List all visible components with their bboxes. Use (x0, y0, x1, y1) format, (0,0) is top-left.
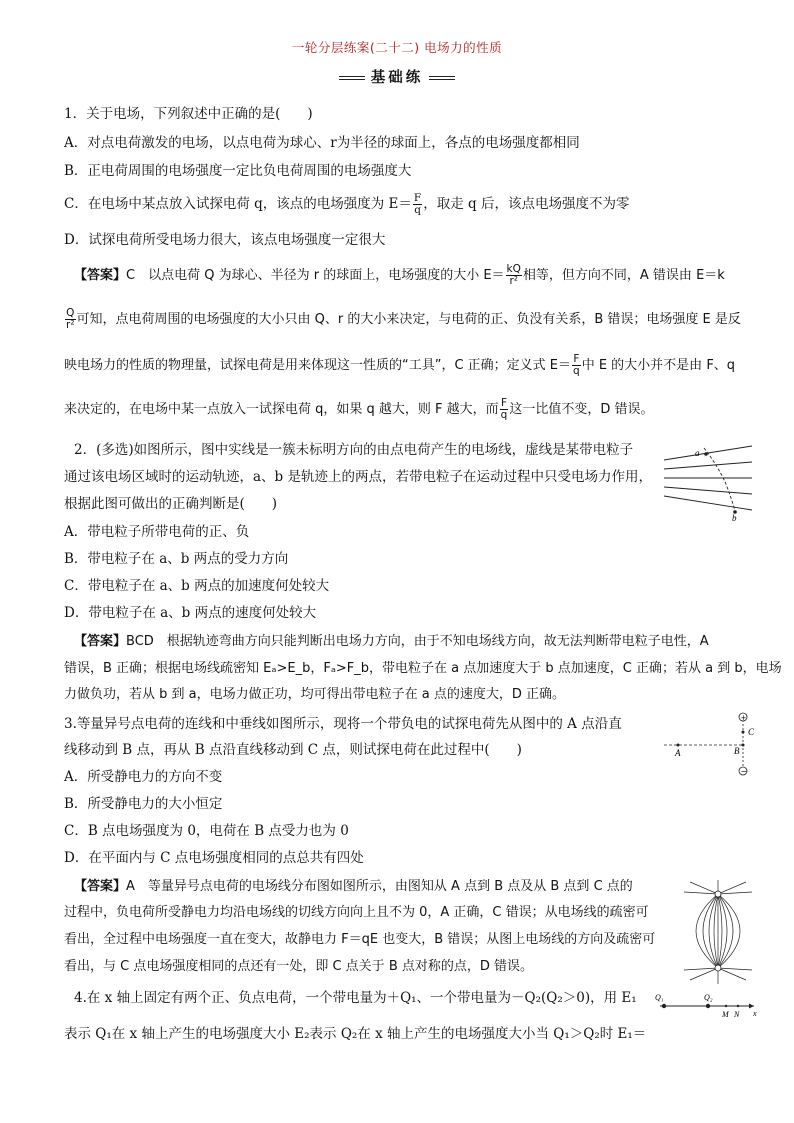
x-axis-arrow (749, 1004, 754, 1009)
heading-rule-left (339, 76, 365, 80)
q1-ans1-pre: C 以点电荷 Q 为球心、半径为 r 的球面上，电场强度的大小 E＝ (126, 268, 505, 283)
field-line-2 (664, 462, 752, 469)
q2-answer-line2: 错误，B 正确；根据电场线疏密知 Eₐ>E_b，Fₐ>F_b，带电粒子在 a 点加速度大于 b 点加速度，C 正确；若从 a 到 b，电场 (64, 661, 782, 676)
label-B: B (734, 746, 740, 756)
heading-rule-right (429, 76, 455, 80)
q1-answer-tag: 【答案】 (74, 268, 127, 283)
label-Q1: Q₁ (655, 993, 664, 1002)
q2-stem-line3: 根据此图可做出的正确判断是( ) (64, 496, 278, 512)
label-N: N (734, 1010, 740, 1019)
dipole-positive (715, 891, 721, 897)
q1-option-a: A．对点电荷激发的电场，以点电荷为球心、r为半径的球面上，各点的电场强度都相同 (64, 135, 580, 151)
q1-ans1-num: kQ (506, 263, 521, 275)
q1-answer-line3 (64, 354, 735, 377)
q1-ans1-post: 相等，但方向不同，A 错误由 E＝k (522, 268, 725, 283)
q1-c-num: F (413, 192, 422, 204)
q3-answer-tag: 【答案】 (74, 879, 127, 894)
q1-stem: 1．关于电场，下列叙述中正确的是( ) (64, 106, 313, 122)
charge-Q2 (706, 1004, 710, 1008)
q1-ans4-den: q (500, 409, 508, 421)
q3-option-a: A．所受静电力的方向不变 (64, 769, 223, 785)
q1-option-d: D．试探电荷所受电场力很大，该点电场强度一定很大 (64, 232, 386, 248)
point-N (737, 1005, 739, 1007)
q1-c-fraction (413, 193, 422, 216)
field-line-5 (664, 496, 752, 510)
q3-stem-line1: 3.等量异号点电荷的连线和中垂线如图所示，现将一个带负电的试探电荷先从图中的 A 点沿直 (64, 716, 622, 732)
q1-ans1-fraction (506, 264, 522, 287)
q2-option-c: C．带电粒子在 a、b 两点的加速度何处较大 (64, 578, 330, 594)
section-title: 基础练 (370, 70, 424, 86)
q1-ans4-num: F (500, 397, 508, 409)
q3-answer-line4: 看出，与 C 点电场强度相同的点还有一处，即 C 点关于 B 点对称的点，D 错误。 (64, 959, 534, 974)
label-C: C (748, 727, 755, 737)
q1-ans4-fraction (500, 398, 509, 421)
q4-stem-line1: 4.在 x 轴上固定有两个正、负点电荷，一个带电量为＋Q₁、一个带电量为－Q₂(Q₂＞0)，用 E₁ (74, 990, 637, 1006)
q1-ans4-pre: 来决定的，在电场中某一点放入一试探电荷 q，如果 q 越大，则 F 越大，而 (64, 402, 499, 417)
point-M (725, 1005, 727, 1007)
point-a (704, 452, 708, 456)
q3-option-c: C．B 点电场强度为 0，电荷在 B 点受力也为 0 (64, 823, 349, 839)
q1-ans3-pre: 映电场力的性质的物理量，试探电荷是用来体现这一性质的“工具”，C 正确；定义式 E＝ (64, 358, 572, 373)
q1-ans3-fraction (572, 354, 581, 377)
q3-charges-figure (664, 712, 764, 778)
q1-c-den: q (414, 204, 421, 216)
q1-answer-line4 (64, 398, 653, 421)
q1-c-pre: C．在电场中某点放入试探电荷 q，该点的电场强度为 E＝ (64, 196, 412, 212)
q1-ans2-post: 可知，点电荷周围的电场强度的大小只由 Q、r 的大小来决定，与电荷的正、负没有关系，B 错误；电场强度 E 是反 (76, 312, 741, 327)
q2-ans1: BCD 根据轨迹弯曲方向只能判断出电场力方向，由于不知电场线方向，故无法判断带电粒子电性，A (126, 634, 709, 649)
q1-ans1-den: r² (509, 275, 518, 287)
q4-stem-line2: 表示 Q₁在 x 轴上产生的电场强度大小 E₂表示 Q₂在 x 轴上产生的电场强度大小当 Q₁＞Q₂时 E₁＝ (64, 1026, 647, 1042)
q1-answer-line2 (64, 308, 741, 331)
label-b: b (732, 513, 737, 522)
field-line-4 (664, 487, 752, 494)
q2-stem-line2: 通过该电场区域时的运动轨迹，a、b 是轨迹上的两点，若带电粒子在运动过程中只受电场力作用， (64, 469, 652, 485)
q2-field-figure (656, 440, 756, 522)
q1-ans3-post: 中 E 的大小并不是由 F、q (581, 358, 736, 373)
label-a: a (695, 448, 700, 458)
point-B (742, 744, 745, 747)
q1-c-post: ，取走 q 后，该点电场强度不为零 (423, 196, 630, 212)
dipole-negative (715, 965, 721, 971)
q4-axis-figure (652, 990, 762, 1020)
q3-dipole-field-figure (676, 880, 760, 984)
q1-ans3-num: F (573, 353, 580, 365)
q1-answer-line1 (74, 264, 725, 287)
q3-answer-line2: 过程中，负电荷所受静电力均沿电场线的切线方向向上且不为 0，A 正确，C 错误；从电场线的疏密可 (64, 905, 649, 920)
point-A (677, 744, 680, 747)
q3-ans1: A 等量异号点电荷的电场线分布图如图所示，由图知从 A 点到 B 点及从 B 点到 C 点的 (126, 879, 633, 894)
label-x: x (753, 1009, 757, 1018)
q1-ans2-fraction (65, 308, 76, 331)
q3-option-b: B．所受静电力的大小恒定 (64, 796, 223, 812)
q3-option-d: D．在平面内与 C 点电场强度相同的点总共有四处 (64, 850, 364, 866)
label-A: A (675, 748, 681, 758)
q1-ans4-post: 这一比值不变，D 错误。 (509, 402, 654, 417)
plus-sign: + (740, 714, 747, 722)
q1-ans3-den: q (573, 365, 580, 377)
section-heading (0, 66, 794, 87)
trajectory-curve (704, 448, 736, 514)
q2-answer-tag: 【答案】 (74, 634, 127, 649)
q1-ans2-num: Q (66, 307, 75, 319)
q2-answer-line3: 力做负功，若从 b 到 a，电场力做正功，均可得出带电粒子在 a 点的速度大，D 正确。 (64, 687, 565, 702)
q3-answer-line3: 看出，全过程中电场强度一直在变大，故静电力 F＝qE 也变大，B 错误；从图上电场线的方向及疏密可 (64, 932, 656, 947)
q2-option-b: B．带电粒子在 a、b 两点的受力方向 (64, 551, 289, 567)
point-C (742, 731, 745, 734)
charge-Q1 (662, 1004, 666, 1008)
page-header: 一轮分层练案(二十二) 电场力的性质 (291, 40, 503, 55)
q1-ans2-den: r² (66, 319, 75, 331)
minus-sign: − (740, 767, 748, 776)
q2-answer-line1 (74, 632, 709, 652)
q1-option-c (64, 193, 629, 216)
q3-stem-line2: 线移动到 B 点，再从 B 点沿直线移动到 C 点，则试探电荷在此过程中( ) (64, 742, 522, 758)
q3-answer-line1 (74, 877, 633, 897)
q2-stem-line1: 2．(多选)如图所示，图中实线是一簇未标明方向的由点电荷产生的电场线，虚线是某带电粒子 (74, 442, 634, 458)
q2-option-d: D．带电粒子在 a、b 两点的速度何处较大 (64, 605, 317, 621)
q1-option-b: B．正电荷周围的电场强度一定比负电荷周围的电场强度大 (64, 163, 412, 179)
label-M: M (722, 1010, 729, 1019)
q2-option-a: A．带电粒子所带电荷的正、负 (64, 524, 250, 540)
label-Q2: Q₂ (704, 993, 713, 1002)
